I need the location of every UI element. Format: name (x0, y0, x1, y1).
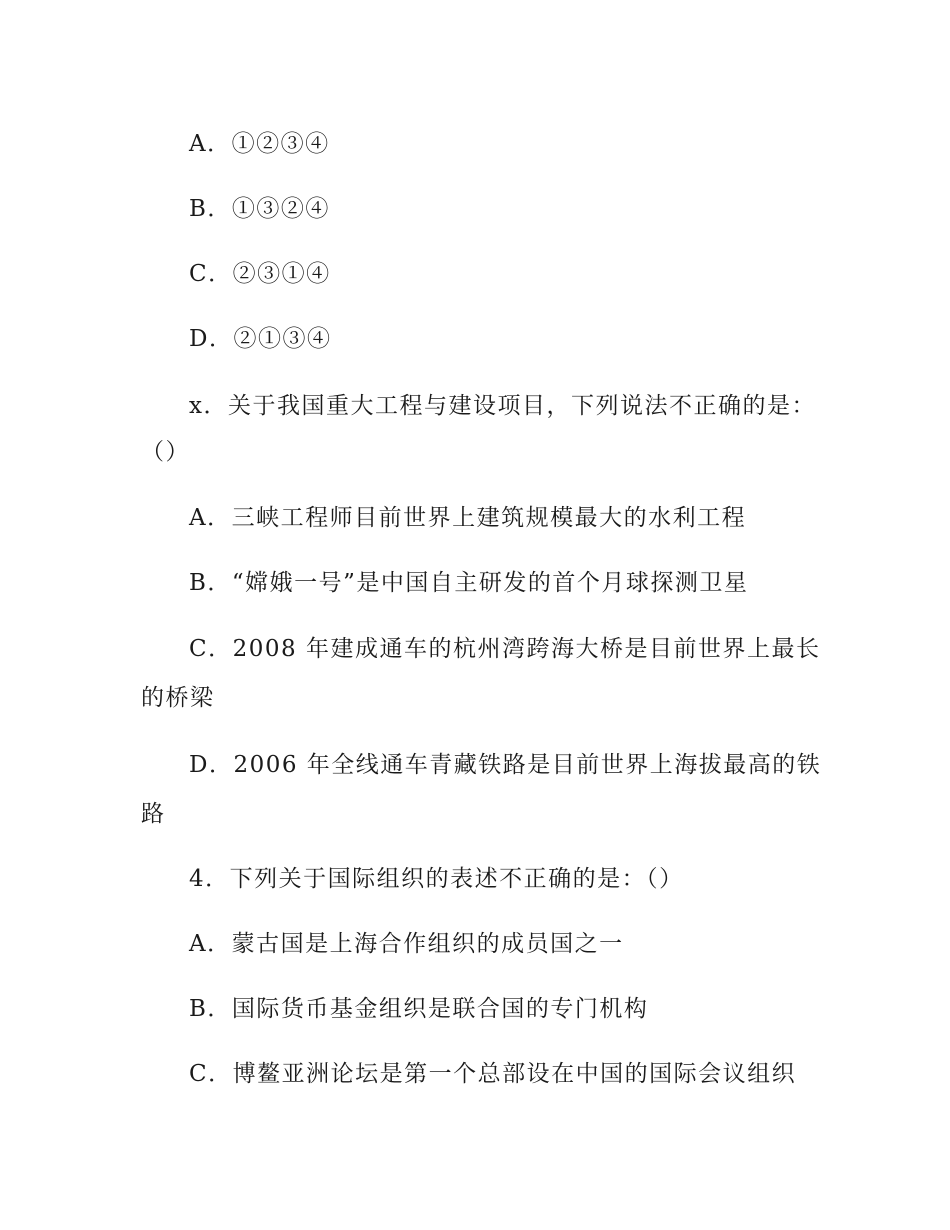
question-x-option-b: B．“嫦娥一号”是中国自主研发的首个月球探测卫星 (189, 570, 749, 596)
option-b-line: B．①③②④ (189, 196, 330, 222)
question-4-option-b: B．国际货币基金组织是联合国的专门机构 (189, 996, 649, 1022)
question-x-option-c-cont: 的桥梁 (141, 685, 215, 711)
question-x-blank: （） (141, 439, 190, 465)
option-c-line: C．②③①④ (189, 261, 331, 287)
question-x-line: x．关于我国重大工程与建设项目，下列说法不正确的是： (189, 393, 816, 419)
question-x-option-d: D．2006 年全线通车青藏铁路是目前世界上海拔最高的铁 (189, 752, 822, 778)
question-4-option-c: C．博鳌亚洲论坛是第一个总部设在中国的国际会议组织 (189, 1061, 797, 1087)
question-x-option-c: C．2008 年建成通车的杭州湾跨海大桥是目前世界上最长 (189, 636, 821, 662)
option-d-line: D．②①③④ (189, 326, 332, 352)
option-a-line: A．①②③④ (189, 131, 330, 157)
question-4-option-a: A．蒙古国是上海合作组织的成员国之一 (189, 931, 624, 957)
question-4-line: 4．下列关于国际组织的表述不正确的是：（） (189, 866, 684, 892)
question-x-option-d-cont: 路 (141, 801, 166, 827)
question-x-option-a: A．三峡工程师目前世界上建筑规模最大的水利工程 (189, 505, 747, 531)
